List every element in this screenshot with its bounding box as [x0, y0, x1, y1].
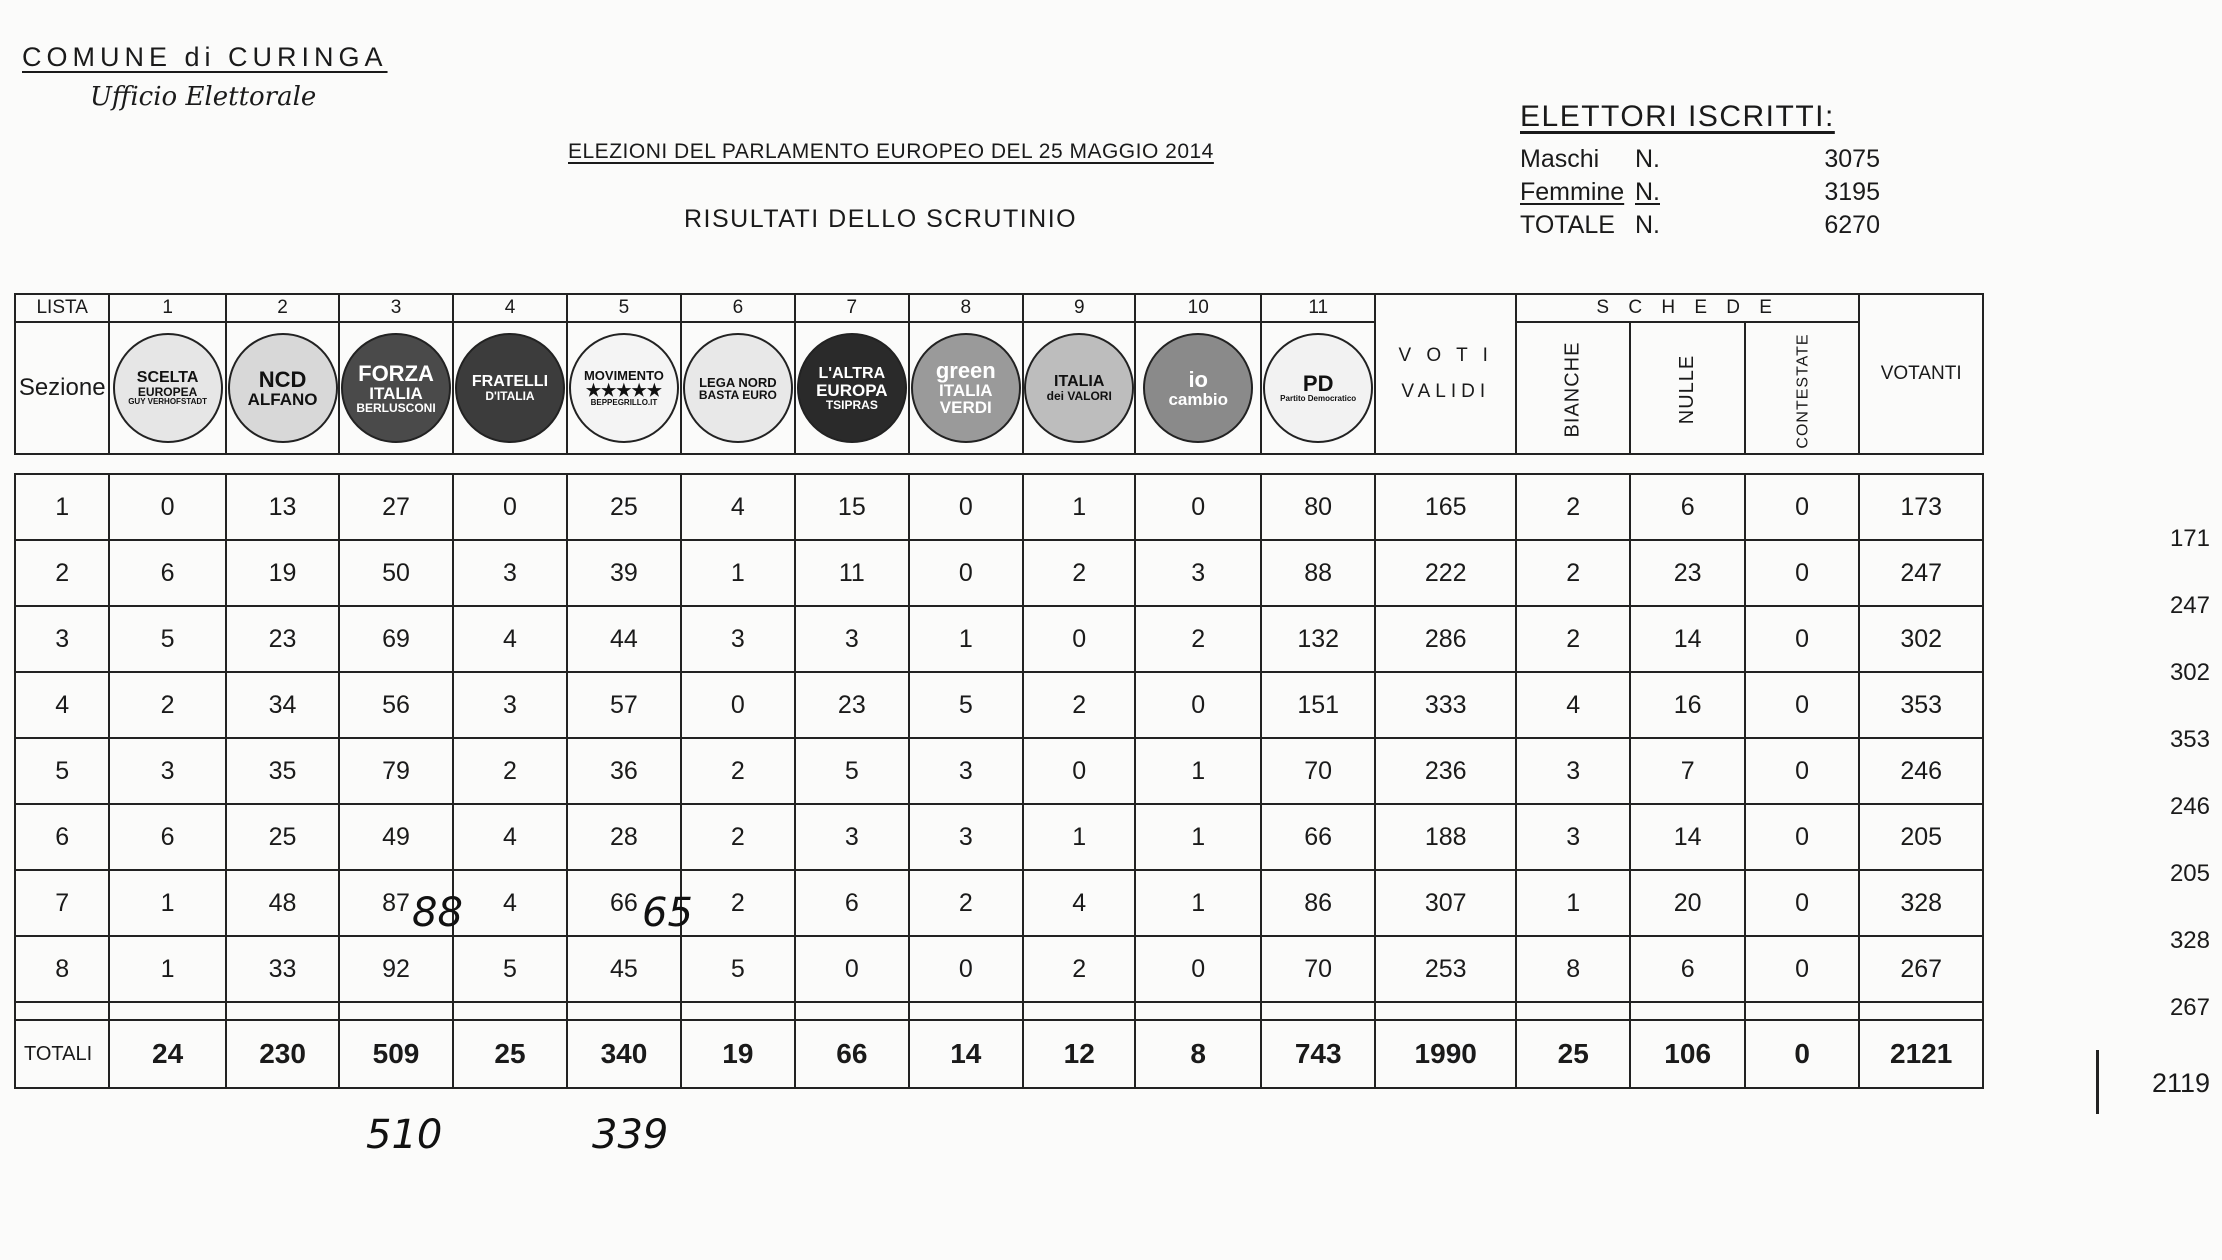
vote-list-9: 4 — [1023, 870, 1135, 936]
handwritten-total-col5: 339 — [592, 1112, 669, 1158]
vote-list-10: 0 — [1135, 672, 1261, 738]
party-logo-text: D'ITALIA — [485, 389, 535, 403]
party-logo-text: MOVIMENTO — [583, 368, 664, 383]
vote-list-10: 1 — [1135, 870, 1261, 936]
results-table — [14, 293, 1984, 1089]
nulle-value: 23 — [1630, 540, 1744, 606]
party-logo-cell-2 — [226, 322, 339, 454]
spacer-cell — [567, 1002, 680, 1020]
party-logo-text: BEPPEGRILLO.IT — [590, 398, 658, 407]
section-row-6 — [15, 804, 1983, 870]
validi-label: VALIDI — [1401, 381, 1491, 402]
section-number: 2 — [15, 540, 109, 606]
side-votanti-3: 302 — [2169, 659, 2210, 686]
vote-list-8: 3 — [909, 738, 1023, 804]
vote-list-3: 92 — [339, 936, 452, 1002]
maschi-value: 3075 — [1824, 145, 1880, 173]
contestate-value: 0 — [1745, 804, 1859, 870]
vote-list-10: 0 — [1135, 936, 1261, 1002]
handwritten-correction-row7-col3: 88 — [412, 890, 463, 936]
totals-row — [15, 1020, 1983, 1088]
total-nulle: 106 — [1630, 1020, 1744, 1088]
vote-list-1: 0 — [109, 474, 225, 540]
vote-list-4: 0 — [453, 474, 567, 540]
vote-list-9: 2 — [1023, 936, 1135, 1002]
spacer-cell — [1516, 1002, 1630, 1020]
side-votanti-2: 247 — [2169, 592, 2210, 619]
party-logo-cell-1 — [109, 322, 225, 454]
nulle-value: 6 — [1630, 936, 1744, 1002]
party-logo-8-icon — [911, 333, 1021, 443]
voti-label: V O T I — [1398, 345, 1493, 366]
vote-list-5: 57 — [567, 672, 680, 738]
bianche-value: 2 — [1516, 540, 1630, 606]
section-number: 6 — [15, 804, 109, 870]
party-logo-text: LEGA NORD — [699, 374, 777, 390]
party-logo-3-icon — [341, 333, 451, 443]
vote-list-1: 1 — [109, 870, 225, 936]
party-logo-text: ALFANO — [247, 389, 318, 409]
section-number: 4 — [15, 672, 109, 738]
vote-list-4: 4 — [453, 870, 567, 936]
contestate-value: 0 — [1745, 672, 1859, 738]
vote-list-10: 3 — [1135, 540, 1261, 606]
total-list-1: 24 — [109, 1020, 225, 1088]
vote-list-6: 2 — [681, 738, 795, 804]
votanti-value: 173 — [1859, 474, 1983, 540]
vote-list-4: 3 — [453, 672, 567, 738]
logo-row — [15, 322, 1983, 454]
vote-list-2: 34 — [226, 672, 339, 738]
vote-list-6: 2 — [681, 870, 795, 936]
vote-list-10: 1 — [1135, 738, 1261, 804]
party-logo-text: BERLUSCONI — [356, 400, 436, 415]
nulle-value: 14 — [1630, 804, 1744, 870]
vote-list-4: 5 — [453, 936, 567, 1002]
contestate-header — [1745, 322, 1859, 454]
party-logo-text: ITALIA — [369, 383, 423, 403]
section-number: 8 — [15, 936, 109, 1002]
n-label: N. — [1635, 211, 1660, 239]
vote-list-6: 1 — [681, 540, 795, 606]
vote-list-8: 1 — [909, 606, 1023, 672]
vote-list-3: 27 — [339, 474, 452, 540]
spacer-cell — [1375, 1002, 1516, 1020]
vote-list-8: 2 — [909, 870, 1023, 936]
n-label: N. — [1635, 145, 1660, 173]
party-logo-text: io — [1188, 366, 1208, 392]
vote-list-8: 0 — [909, 474, 1023, 540]
total-list-6: 19 — [681, 1020, 795, 1088]
party-logo-text: L'ALTRA — [818, 364, 886, 382]
handwritten-total-col3: 510 — [366, 1112, 443, 1158]
voti-validi-value: 286 — [1375, 606, 1516, 672]
bianche-value: 4 — [1516, 672, 1630, 738]
list-number-11: 11 — [1261, 294, 1375, 322]
section-number: 1 — [15, 474, 109, 540]
spacer-cell — [1023, 1002, 1135, 1020]
vote-list-1: 6 — [109, 540, 225, 606]
voti-validi-value: 188 — [1375, 804, 1516, 870]
party-logo-4-icon — [455, 333, 565, 443]
party-logo-cell-6 — [681, 322, 795, 454]
results-title: RISULTATI DELLO SCRUTINIO — [684, 205, 1078, 233]
femmine-value: 3195 — [1824, 178, 1880, 206]
vote-list-2: 35 — [226, 738, 339, 804]
vote-list-7: 15 — [795, 474, 908, 540]
bianche-value: 3 — [1516, 804, 1630, 870]
ufficio-subheading: Ufficio Elettorale — [90, 82, 317, 112]
section-row-8 — [15, 936, 1983, 1002]
spacer-cell — [15, 1002, 109, 1020]
vote-list-11: 66 — [1261, 804, 1375, 870]
vote-list-11: 70 — [1261, 936, 1375, 1002]
spacer-cell — [1261, 1002, 1375, 1020]
contestate-value: 0 — [1745, 474, 1859, 540]
section-row-5 — [15, 738, 1983, 804]
voti-validi-value: 253 — [1375, 936, 1516, 1002]
section-row-7 — [15, 870, 1983, 936]
party-logo-text: ITALIA — [939, 381, 993, 400]
sezione-label: Sezione — [15, 322, 109, 454]
lista-label: LISTA — [15, 294, 109, 322]
votanti-value: 247 — [1859, 540, 1983, 606]
nulle-value: 14 — [1630, 606, 1744, 672]
vote-list-4: 4 — [453, 606, 567, 672]
vote-list-9: 2 — [1023, 672, 1135, 738]
vote-list-6: 5 — [681, 936, 795, 1002]
schede-header: S C H E D E — [1516, 294, 1859, 322]
total-list-2: 230 — [226, 1020, 339, 1088]
spacer-cell — [1630, 1002, 1744, 1020]
spacer-cell — [1745, 1002, 1859, 1020]
total-bianche: 25 — [1516, 1020, 1630, 1088]
bianche-label: BIANCHE — [1561, 341, 1584, 438]
vote-list-5: 28 — [567, 804, 680, 870]
spacer-cell — [681, 1002, 795, 1020]
side-votanti-8: 267 — [2169, 994, 2210, 1021]
party-logo-text: SCELTA — [136, 369, 199, 386]
party-logo-6-icon — [683, 333, 793, 443]
vote-list-7: 6 — [795, 870, 908, 936]
list-number-4: 4 — [453, 294, 567, 322]
votanti-value: 302 — [1859, 606, 1983, 672]
party-logo-1-icon — [113, 333, 223, 443]
party-logo-10-icon — [1143, 333, 1253, 443]
section-row-4 — [15, 672, 1983, 738]
total-contestate: 0 — [1745, 1020, 1859, 1088]
vote-list-7: 23 — [795, 672, 908, 738]
vote-list-11: 80 — [1261, 474, 1375, 540]
total-list-9: 12 — [1023, 1020, 1135, 1088]
vote-list-1: 5 — [109, 606, 225, 672]
vote-list-9: 2 — [1023, 540, 1135, 606]
vote-list-5: 36 — [567, 738, 680, 804]
party-logo-11-icon — [1263, 333, 1373, 443]
spacer-cell — [909, 1002, 1023, 1020]
party-logo-cell-10 — [1135, 322, 1261, 454]
vote-list-3: 49 — [339, 804, 452, 870]
spacer-row — [15, 1002, 1983, 1020]
list-number-9: 9 — [1023, 294, 1135, 322]
nulle-value: 7 — [1630, 738, 1744, 804]
section-row-3 — [15, 606, 1983, 672]
bianche-value: 3 — [1516, 738, 1630, 804]
votanti-header: VOTANTI — [1859, 294, 1983, 454]
vote-list-2: 25 — [226, 804, 339, 870]
vote-list-7: 0 — [795, 936, 908, 1002]
side-total-bar — [2096, 1050, 2099, 1114]
side-votanti-5: 246 — [2169, 793, 2210, 820]
list-number-8: 8 — [909, 294, 1023, 322]
party-logo-text: Partito Democratico — [1280, 394, 1357, 403]
list-number-7: 7 — [795, 294, 908, 322]
votanti-value: 205 — [1859, 804, 1983, 870]
voti-validi-value: 222 — [1375, 540, 1516, 606]
vote-list-2: 19 — [226, 540, 339, 606]
total-votanti: 2121 — [1859, 1020, 1983, 1088]
party-logo-cell-7 — [795, 322, 908, 454]
nulle-header — [1630, 322, 1744, 454]
bianche-header — [1516, 322, 1630, 454]
vote-list-2: 13 — [226, 474, 339, 540]
vote-list-11: 88 — [1261, 540, 1375, 606]
vote-list-1: 6 — [109, 804, 225, 870]
vote-list-6: 2 — [681, 804, 795, 870]
list-number-1: 1 — [109, 294, 225, 322]
side-total: 2119 — [2151, 1068, 2210, 1098]
party-logo-text: EUROPEA — [137, 385, 198, 399]
voti-validi-value: 333 — [1375, 672, 1516, 738]
vote-list-6: 0 — [681, 672, 795, 738]
vote-list-10: 1 — [1135, 804, 1261, 870]
gap-cell — [15, 454, 1983, 474]
spacer-cell — [109, 1002, 225, 1020]
contestate-value: 0 — [1745, 936, 1859, 1002]
vote-list-11: 132 — [1261, 606, 1375, 672]
list-number-2: 2 — [226, 294, 339, 322]
vote-list-3: 87 — [339, 870, 452, 936]
party-logo-text: ITALIA — [1054, 373, 1105, 390]
spacer-cell — [339, 1002, 452, 1020]
vote-list-3: 50 — [339, 540, 452, 606]
vote-list-10: 2 — [1135, 606, 1261, 672]
party-logo-2-icon — [228, 333, 338, 443]
total-list-3: 509 — [339, 1020, 452, 1088]
totali-label: TOTALI — [15, 1020, 109, 1088]
spacer-cell — [1135, 1002, 1261, 1020]
total-list-8: 14 — [909, 1020, 1023, 1088]
spacer-cell — [1859, 1002, 1983, 1020]
vote-list-5: 25 — [567, 474, 680, 540]
vote-list-2: 33 — [226, 936, 339, 1002]
totale-label: TOTALE — [1520, 211, 1615, 239]
comune-heading: COMUNE di CURINGA — [22, 42, 388, 72]
section-number: 5 — [15, 738, 109, 804]
spacer-cell — [453, 1002, 567, 1020]
nulle-value: 16 — [1630, 672, 1744, 738]
votanti-value: 328 — [1859, 870, 1983, 936]
party-logo-text: PD — [1302, 371, 1334, 396]
party-logo-text: EUROPA — [816, 380, 888, 400]
vote-list-10: 0 — [1135, 474, 1261, 540]
section-number: 3 — [15, 606, 109, 672]
section-row-1 — [15, 474, 1983, 540]
vote-list-2: 23 — [226, 606, 339, 672]
party-logo-text: dei VALORI — [1046, 389, 1112, 403]
contestate-value: 0 — [1745, 738, 1859, 804]
total-voti-validi: 1990 — [1375, 1020, 1516, 1088]
party-logo-cell-3 — [339, 322, 452, 454]
vote-list-4: 2 — [453, 738, 567, 804]
party-logo-7-icon — [797, 333, 907, 443]
voti-validi-header — [1375, 294, 1516, 454]
party-logo-text: VERDI — [939, 398, 992, 417]
vote-list-7: 11 — [795, 540, 908, 606]
header-gap-row — [15, 454, 1983, 474]
party-logo-text: cambio — [1168, 389, 1228, 409]
bianche-value: 8 — [1516, 936, 1630, 1002]
total-list-10: 8 — [1135, 1020, 1261, 1088]
vote-list-5: 45 — [567, 936, 680, 1002]
vote-list-9: 0 — [1023, 606, 1135, 672]
list-number-5: 5 — [567, 294, 680, 322]
party-logo-text: FORZA — [358, 360, 434, 386]
vote-list-4: 3 — [453, 540, 567, 606]
vote-list-8: 3 — [909, 804, 1023, 870]
nulle-value: 20 — [1630, 870, 1744, 936]
total-list-7: 66 — [795, 1020, 908, 1088]
party-logo-text: TSIPRAS — [825, 397, 878, 412]
femmine-label: Femmine — [1520, 178, 1625, 206]
voti-validi-value: 165 — [1375, 474, 1516, 540]
list-number-3: 3 — [339, 294, 452, 322]
vote-list-3: 69 — [339, 606, 452, 672]
contestate-value: 0 — [1745, 606, 1859, 672]
spacer-cell — [226, 1002, 339, 1020]
vote-list-5: 66 — [567, 870, 680, 936]
party-logo-text: GUY VERHOFSTADT — [128, 397, 208, 406]
vote-list-11: 86 — [1261, 870, 1375, 936]
spacer-cell — [795, 1002, 908, 1020]
vote-list-1: 1 — [109, 936, 225, 1002]
vote-list-1: 3 — [109, 738, 225, 804]
vote-list-5: 39 — [567, 540, 680, 606]
list-number-row — [15, 294, 1983, 322]
party-logo-text: FRATELLI — [471, 373, 549, 390]
contestate-value: 0 — [1745, 540, 1859, 606]
vote-list-3: 56 — [339, 672, 452, 738]
nulle-label: NULLE — [1676, 354, 1699, 425]
vote-list-7: 5 — [795, 738, 908, 804]
vote-list-11: 151 — [1261, 672, 1375, 738]
side-votanti-6: 205 — [2169, 860, 2210, 887]
bianche-value: 2 — [1516, 474, 1630, 540]
vote-list-8: 0 — [909, 540, 1023, 606]
vote-list-9: 0 — [1023, 738, 1135, 804]
party-logo-text: ★★★★★ — [585, 381, 663, 400]
vote-list-2: 48 — [226, 870, 339, 936]
nulle-value: 6 — [1630, 474, 1744, 540]
section-row-2 — [15, 540, 1983, 606]
vote-list-9: 1 — [1023, 474, 1135, 540]
vote-list-4: 4 — [453, 804, 567, 870]
votanti-value: 267 — [1859, 936, 1983, 1002]
maschi-label: Maschi — [1520, 145, 1600, 173]
n-label: N. — [1635, 178, 1660, 206]
total-list-4: 25 — [453, 1020, 567, 1088]
party-logo-cell-8 — [909, 322, 1023, 454]
bianche-value: 2 — [1516, 606, 1630, 672]
votanti-value: 353 — [1859, 672, 1983, 738]
side-votanti-4: 353 — [2169, 726, 2210, 753]
party-logo-cell-5 — [567, 322, 680, 454]
contestate-label: CONTESTATE — [1794, 333, 1812, 449]
vote-list-8: 0 — [909, 936, 1023, 1002]
voti-validi-value: 236 — [1375, 738, 1516, 804]
party-logo-text: BASTA EURO — [698, 387, 777, 402]
total-list-11: 743 — [1261, 1020, 1375, 1088]
election-title: ELEZIONI DEL PARLAMENTO EUROPEO DEL 25 MAGGIO 2014 — [568, 140, 1214, 163]
vote-list-5: 44 — [567, 606, 680, 672]
vote-list-6: 3 — [681, 606, 795, 672]
vote-list-7: 3 — [795, 804, 908, 870]
side-votanti-7: 328 — [2169, 927, 2210, 954]
party-logo-text: green — [935, 358, 996, 383]
party-logo-text: NCD — [258, 366, 307, 392]
vote-list-3: 79 — [339, 738, 452, 804]
votanti-value: 246 — [1859, 738, 1983, 804]
total-list-5: 340 — [567, 1020, 680, 1088]
side-votanti-1: 171 — [2169, 525, 2210, 552]
party-logo-5-icon — [569, 333, 679, 443]
party-logo-cell-11 — [1261, 322, 1375, 454]
elettori-title: ELETTORI ISCRITTI: — [1520, 100, 1835, 133]
list-number-10: 10 — [1135, 294, 1261, 322]
contestate-value: 0 — [1745, 870, 1859, 936]
voti-validi-value: 307 — [1375, 870, 1516, 936]
party-logo-cell-9 — [1023, 322, 1135, 454]
vote-list-7: 3 — [795, 606, 908, 672]
party-logo-9-icon — [1024, 333, 1134, 443]
vote-list-6: 4 — [681, 474, 795, 540]
vote-list-11: 70 — [1261, 738, 1375, 804]
vote-list-9: 1 — [1023, 804, 1135, 870]
handwritten-correction-row7-col5: 65 — [642, 890, 693, 936]
party-logo-cell-4 — [453, 322, 567, 454]
list-number-6: 6 — [681, 294, 795, 322]
totale-value: 6270 — [1824, 211, 1880, 239]
vote-list-8: 5 — [909, 672, 1023, 738]
bianche-value: 1 — [1516, 870, 1630, 936]
section-number: 7 — [15, 870, 109, 936]
vote-list-1: 2 — [109, 672, 225, 738]
